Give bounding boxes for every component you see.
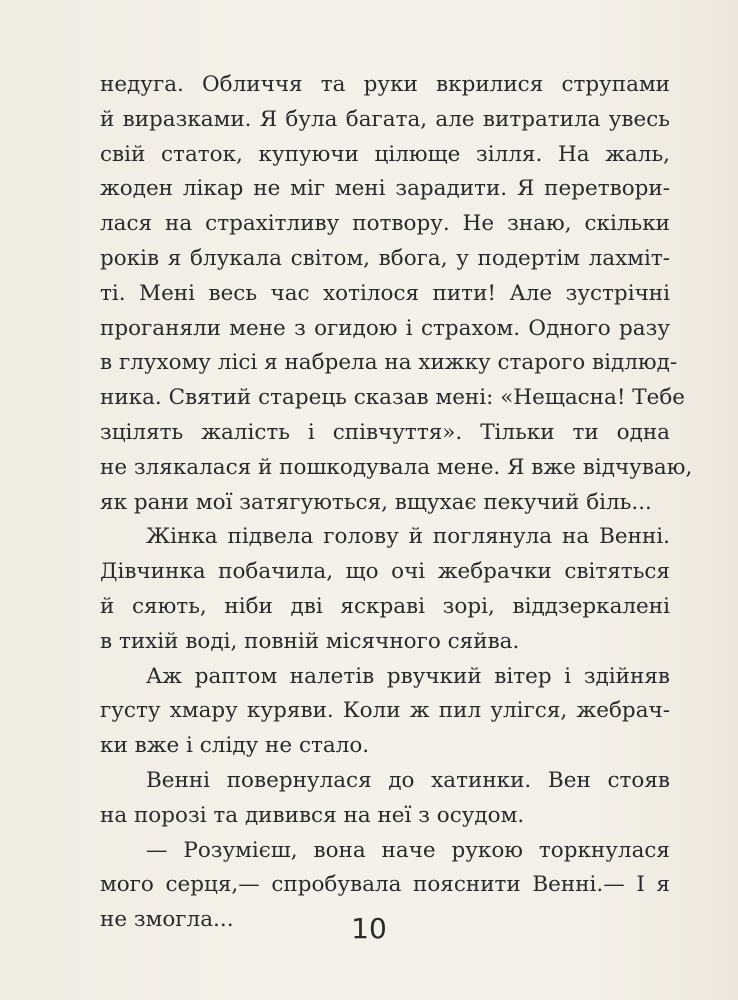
paragraph [100,68,693,520]
text-line: Аж раптом налетів рвучкий вітер і здійняв [146,663,670,689]
text-line: ки вже і сліду не стало. [100,733,370,759]
text-line: років я блукала світом, вбога, у подертім лахміт- [100,245,670,271]
text-line: ті. Мені весь час хотілося пити! Але зустрічні [100,280,670,306]
paragraph [100,764,670,834]
text-line: ника. Святий старець сказав мені: «Нещасна! Тебе [100,385,686,411]
text-line: й виразками. Я була багата, але витратила увесь [100,106,670,132]
text-line: Жінка підвела голову й поглянула на Венні. [146,524,670,550]
text-line: недуга. Обличчя та руки вкрилися струпами [100,72,670,97]
text-line: не злякалася й пошкодувала мене. Я вже відчуваю, [100,454,693,480]
text-line: Венні повернулася до хатинки. Вен стояв [146,767,670,793]
text-line: й сяють, ніби дві яскраві зорі, віддзеркалені [100,593,670,619]
text-line: мого серця,— спробувала пояснити Венні.— І я [100,872,670,898]
page-text [100,68,693,938]
text-line: — Розумієш, вона наче рукою торкнулася [146,837,670,863]
text-line: в глухому лісі я набрела на хижку старого відлюд- [100,350,678,376]
paragraph [100,660,670,764]
text-line: лася на страхітливу потвору. Не знаю, скільки [100,211,670,237]
text-line: густу хмару куряви. Коли ж пил улігся, жебрач- [100,698,670,724]
text-line: на порозі та дивився на неї з осудом. [100,802,525,828]
text-line: не змогла... [100,907,234,933]
page-number: 10 [351,912,387,945]
text-line: зцілять жалість і співчуття». Тільки ти одна [100,419,670,445]
text-line: жоден лікар не міг мені зарадити. Я перетвори- [100,176,670,202]
text-line: в тихій воді, повній місячного сяйва. [100,628,520,654]
text-line: проганяли мене з огидою і страхом. Одного разу [100,315,670,341]
text-line: свій статок, купуючи цілюще зілля. На жаль, [100,141,670,167]
paragraph [100,520,670,659]
text-line: як рани мої затягуються, вщухає пекучий біль... [100,489,652,515]
text-line: Дівчинка побачила, що очі жебрачки світяться [100,559,670,585]
